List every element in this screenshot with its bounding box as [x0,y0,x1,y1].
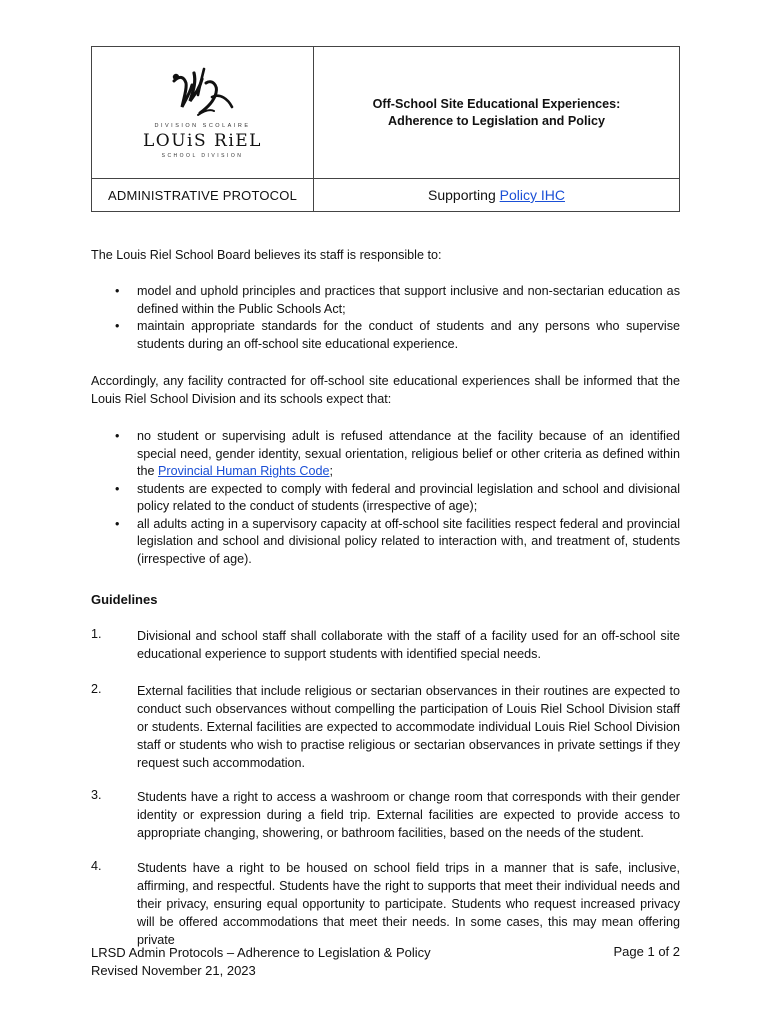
title-line-1: Off-School Site Educational Experiences: [372,96,621,111]
protocol-label: ADMINISTRATIVE PROTOCOL [92,179,314,212]
policy-ihc-link[interactable]: Policy IHC [499,187,565,203]
list-item: • students are expected to comply with federal and provincial legislation and school and divisional policy related to the conduct of students (irrespective of age); [119,481,680,516]
guideline-item [91,859,680,949]
footer-info [91,944,431,980]
guideline-number: 2. [91,682,102,696]
title-line-2: Adherence to Legislation and Policy [388,113,605,128]
expectations-list [119,428,680,568]
page-number: Page 1 of 2 [613,944,680,959]
guideline-number: 4. [91,859,102,873]
supporting-policy [314,179,680,212]
header-table [91,46,680,212]
lrsd-logo [92,67,313,159]
guideline-text: Students have a right to access a washroom or change room that corresponds with their gender identity or expression during a field trip. External facilities are expected to provide access to appropriate changing, showering, or bathroom facilities, based on the needs of the student. [137,790,680,840]
guideline-text: Students have a right to be housed on school field trips in a manner that is safe, inclusive, affirming, and respectful. Students have the right to supports that meet their individual needs and their privacy, ensuring equal opportunity to participate. Students who request increased privacy will be offered accommodations that meet their needs. In some cases, this may mean offering private [137,861,680,947]
list-item [119,428,680,481]
logo-top-text: DIVISION SCOLAIRE [154,122,251,129]
logo-name: LOUiS RiEL [143,130,262,151]
list-item: • model and uphold principles and practices that support inclusive and non-sectarian education as defined within the Public Schools Act; [119,283,680,318]
supporting-prefix: Supporting [428,187,500,203]
guideline-text: Divisional and school staff shall collaborate with the staff of a facility used for an off-school site educational experience to support students with identified special needs. [137,629,680,661]
intro-paragraph: The Louis Riel School Board believes its staff is responsible to: [91,248,442,262]
footer-title: LRSD Admin Protocols – Adherence to Legislation & Policy [91,945,431,960]
human-rights-code-link[interactable]: Provincial Human Rights Code [158,464,330,478]
guideline-number: 1. [91,627,102,641]
list-item: • maintain appropriate standards for the conduct of students and any persons who supervise students during an off-school site educational experience. [119,318,680,353]
list-item: • all adults acting in a supervisory capacity at off-school site facilities respect federal and provincial legislation and school and divisional policy related to interaction with, and treatment of, students (irrespective of age). [119,516,680,569]
guideline-item [91,682,680,772]
logo-cell [92,47,314,179]
guideline-text: External facilities that include religious or sectarian observances in their routines are expected to conduct such observances without compelling the participation of Louis Riel School Division staff or students. External facilities are expected to accommodate individual Louis Riel School Division staff or students who wish to practise religious or sectarian observances in private settings if they request such accommodation. [137,684,680,770]
guidelines-heading: Guidelines [91,592,158,607]
expectation-1-text: no student or supervising adult is refused attendance at the facility because of an identified special need, gender identity, sexual orientation, religious belief or other criteria as defined within the [137,429,680,478]
responsibilities-list [119,283,680,353]
guideline-item [91,627,680,663]
expectation-1-end: ; [329,464,334,478]
guideline-item [91,788,680,842]
guideline-number: 3. [91,788,102,802]
accordingly-paragraph: Accordingly, any facility contracted for off-school site educational experiences shall be informed that the Louis Riel School Division and its schools expect that: [91,374,680,406]
dancing-figures-icon [172,67,234,119]
document-title [314,47,680,179]
logo-bottom-text: SCHOOL DIVISION [161,152,244,159]
footer-revised: Revised November 21, 2023 [91,963,256,978]
